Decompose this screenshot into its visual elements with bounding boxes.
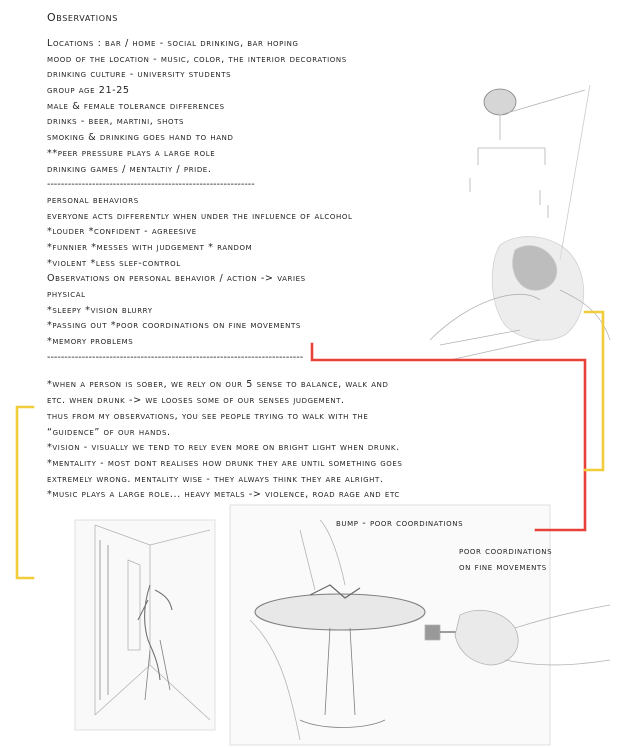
hallway-sketch (75, 520, 215, 730)
note-line: *sleepy *vision blurry (47, 304, 153, 316)
separator: -------------------------------------------------------------------------- (47, 351, 304, 363)
note-line: everyone acts differently when under the influence of alcohol (47, 210, 353, 222)
note-line: group age 21-25 (47, 85, 130, 97)
note-line: Observations on personal behavior / action -> varies (47, 273, 306, 285)
caption-fine-2: on fine movements (459, 562, 547, 573)
note-line: physical (47, 289, 86, 300)
note-line: thus from my observations, you see people trying to walk with the (47, 410, 369, 422)
note-line: smoking & drinking goes hand to hand (47, 132, 234, 144)
note-line: *vision - visually we tend to rely even more on bright light when drunk. (47, 442, 400, 454)
note-line: etc. when drunk -> we looses some of our senses judgement. (47, 395, 345, 407)
note-line: mood of the location - music, color, the interior decorations (47, 53, 347, 65)
note-line: drinking games / mentaltiy / pride. (47, 163, 212, 175)
note-line: male & female tolerance differences (47, 100, 225, 112)
note-line: drinks - beer, martini, shots (47, 116, 185, 128)
note-line: extremely wrong. mentality wise - they always think they are alright. (47, 473, 384, 485)
note-line: Locations : bar / home - social drinking, bar hoping (47, 38, 299, 49)
note-line: *music plays a large role... heavy metals -> violence, road rage and etc (47, 489, 400, 501)
note-line: *mentality - most dont realises how drunk they are until something goes (47, 457, 403, 469)
note-line: *funnier *messes with judgement * random (47, 241, 253, 253)
note-line: *when a person is sober, we rely on our 5 sense to balance, walk and (47, 379, 389, 391)
page-title: Observations (47, 11, 118, 24)
note-line: “guidence” of our hands. (47, 426, 171, 438)
note-line: *louder *confident - agreesive (47, 226, 197, 238)
section-heading: personal behaviors (47, 194, 139, 206)
note-line: **peer pressure plays a large role (47, 147, 216, 159)
note-line: *memory problems (47, 336, 134, 348)
yellow-bracket-left (17, 407, 33, 578)
observation-notes (47, 10, 607, 503)
separator: ------------------------------------------------------------ (47, 179, 255, 191)
caption-fine-1: poor coordinations (459, 546, 553, 557)
note-line: *violent *less slef-control (47, 257, 181, 269)
caption-bump: bump - poor coordinations (336, 518, 464, 529)
spacer (47, 365, 607, 377)
note-line: *passing out *poor coordinations on fine movements (47, 320, 301, 332)
note-line: drinking culture - university students (47, 69, 232, 81)
